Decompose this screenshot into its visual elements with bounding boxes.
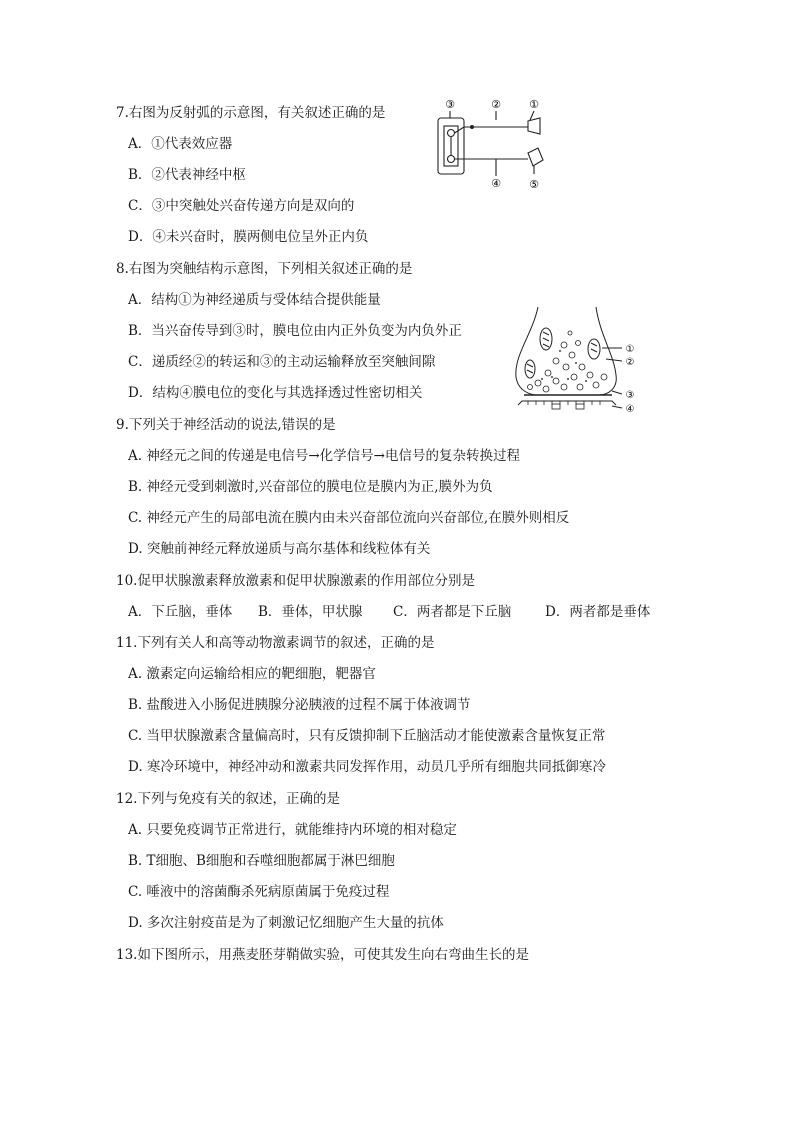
q11-option-c: C. 当甲状腺激素含量偏高时，只有反馈抑制下丘脑活动才能使激素含量恢复正常 (128, 728, 606, 744)
q12-option-c: C. 唾液中的溶菌酶杀死病原菌属于免疫过程 (128, 884, 390, 900)
q12-option-a: A. 只要免疫调节正常进行，就能维持内环境的相对稳定 (128, 822, 457, 838)
q7-option-d: D．④未兴奋时，膜两侧电位呈外正内负 (128, 229, 369, 245)
fig8-label-1: ① (625, 344, 635, 355)
q8-option-b: B．当兴奋传导到③时，膜电位由内正外负变为内负外正 (128, 323, 462, 339)
q10-option-d: D．两者都是垂体 (545, 604, 651, 620)
fig7-label-2: ② (491, 98, 501, 111)
fig7-label-5: ⑤ (529, 178, 539, 191)
q11-option-d: D. 寒冷环境中，神经冲动和激素共同发挥作用，动员几乎所有细胞共同抵御寒冷 (128, 759, 606, 775)
question-12-stem: 12.下列与免疫有关的叙述，正确的是 (116, 791, 340, 807)
question-9-stem: 9.下列关于神经活动的说法,错误的是 (116, 417, 336, 433)
question-10-stem: 10.促甲状腺激素释放激素和促甲状腺激素的作用部位分别是 (116, 573, 475, 589)
q9-option-c: C. 神经元产生的局部电流在膜内由未兴奋部位流向兴奋部位,在膜外则相反 (128, 510, 570, 526)
q12-option-b: B. T细胞、B细胞和吞噬细胞都属于淋巴细胞 (128, 853, 395, 869)
q8-option-d: D．结构④膜电位的变化与其选择透过性密切相关 (128, 385, 423, 401)
fig8-label-2: ② (625, 357, 635, 368)
q9-option-a: A. 神经元之间的传递是电信号→化学信号→电信号的复杂转换过程 (128, 448, 520, 464)
fig8-label-3: ③ (625, 390, 635, 401)
q10-option-c: C．两者都是下丘脑 (393, 604, 512, 620)
question-8-stem: 8.右图为突触结构示意图，下列相关叙述正确的是 (116, 261, 413, 277)
question-13-stem: 13.如下图所示，用燕麦胚芽鞘做实验，可使其发生向右弯曲生长的是 (116, 947, 529, 963)
q8-option-c: C．递质经②的转运和③的主动运输释放至突触间隙 (128, 354, 436, 370)
fig7-label-3: ③ (445, 98, 455, 111)
synapse-diagram (508, 305, 642, 417)
q11-option-b: B. 盐酸进入小肠促进胰腺分泌胰液的过程不属于体液调节 (128, 697, 471, 713)
fig8-label-4: ④ (625, 404, 635, 415)
q11-option-a: A. 激素定向运输给相应的靶细胞，靶器官 (128, 666, 376, 682)
q7-option-c: C．③中突触处兴奋传递方向是双向的 (128, 198, 355, 214)
q10-options-row (128, 603, 650, 621)
q12-option-d: D. 多次注射疫苗是为了刺激记忆细胞产生大量的抗体 (128, 915, 444, 931)
q10-option-b: B．垂体，甲状腺 (258, 604, 363, 620)
q8-option-a: A．结构①为神经递质与受体结合提供能量 (128, 292, 381, 308)
q7-option-a: A．①代表效应器 (128, 136, 233, 152)
q10-option-a: A．下丘脑，垂体 (128, 604, 233, 620)
fig7-label-1: ① (529, 98, 539, 111)
question-7-stem: 7.右图为反射弧的示意图，有关叙述正确的是 (116, 105, 386, 121)
q9-option-b: B. 神经元受到刺激时,兴奋部位的膜电位是膜内为正,膜外为负 (128, 479, 493, 495)
reflex-arc-diagram (430, 96, 550, 192)
question-11-stem: 11.下列有关人和高等动物激素调节的叙述，正确的是 (116, 635, 435, 651)
q7-option-b: B．②代表神经中枢 (128, 167, 246, 183)
fig7-label-4: ④ (491, 177, 501, 190)
q9-option-d: D. 突触前神经元释放递质与高尔基体和线粒体有关 (128, 541, 431, 557)
